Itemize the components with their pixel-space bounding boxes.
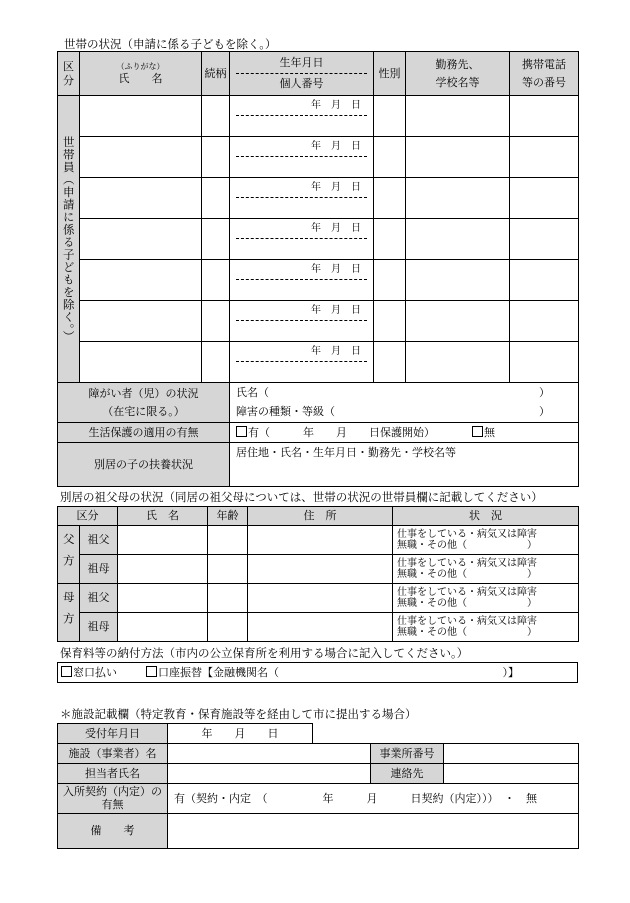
household-member-row xyxy=(58,219,579,260)
member-relation-field[interactable] xyxy=(202,96,230,137)
remarks-field[interactable] xyxy=(168,814,579,849)
gp-address-header: 住 所 xyxy=(248,507,393,526)
separate-child-field[interactable] xyxy=(230,443,579,487)
household-side-label: 世帯員（申請に係る子どもを除く。） xyxy=(61,135,76,343)
gp-relation-label: 祖父 xyxy=(80,584,118,613)
member-birth-mynumber-cell xyxy=(230,178,374,219)
member-workplace-field[interactable] xyxy=(406,178,510,219)
welfare-no-label: 無 xyxy=(484,425,495,439)
furigana-header: （ふりがな） xyxy=(116,61,165,71)
gp-status-options[interactable] xyxy=(393,555,579,584)
member-birth-mynumber-cell xyxy=(230,301,374,342)
member-workplace-field[interactable] xyxy=(406,342,510,383)
account-transfer-label: 口座振替【金融機関名（ xyxy=(158,665,279,679)
contract-label: 入所契約（内定）の有無 xyxy=(58,784,168,814)
household-member-row xyxy=(58,178,579,219)
welfare-label: 生活保護の適用の有無 xyxy=(58,423,230,443)
gp-mother-side-label: 母方 xyxy=(61,591,76,634)
member-name-field[interactable] xyxy=(80,137,202,178)
gp-father-side-label: 父方 xyxy=(61,533,76,576)
household-member-row xyxy=(58,96,579,137)
received-date-field[interactable]: 年 月 日 xyxy=(168,724,313,744)
gp-status-options[interactable] xyxy=(393,613,579,642)
phone-header xyxy=(510,52,579,96)
facility-table xyxy=(57,743,579,849)
contact-label: 連絡先 xyxy=(371,764,444,784)
gp-status-options[interactable] xyxy=(393,526,579,555)
gp-status-line2: 無職・その他（ ） xyxy=(397,598,537,609)
household-table xyxy=(57,51,579,487)
remarks-label: 備 考 xyxy=(58,814,168,849)
member-birth-mynumber-cell xyxy=(230,342,374,383)
household-side-label-cell xyxy=(58,96,80,383)
member-relation-field[interactable] xyxy=(202,178,230,219)
member-mynumber-field[interactable] xyxy=(230,157,373,177)
member-mynumber-field[interactable] xyxy=(230,198,373,218)
member-name-field[interactable] xyxy=(80,178,202,219)
payment-table xyxy=(57,662,578,683)
gp-father-side-cell xyxy=(58,526,80,584)
member-workplace-field[interactable] xyxy=(406,301,510,342)
received-date-label: 受付年月日 xyxy=(58,724,168,744)
gp-relation-label: 祖父 xyxy=(80,526,118,555)
member-relation-field[interactable] xyxy=(202,219,230,260)
member-relation-field[interactable] xyxy=(202,342,230,383)
member-birthdate-field[interactable]: 年 月 日 xyxy=(236,219,367,239)
gp-status-header: 状 況 xyxy=(393,507,579,526)
gp-name-field[interactable] xyxy=(118,555,208,584)
gp-age-field[interactable] xyxy=(208,526,248,555)
member-relation-field[interactable] xyxy=(202,301,230,342)
member-phone-field[interactable] xyxy=(510,342,579,383)
window-payment-checkbox[interactable] xyxy=(61,666,72,677)
account-transfer-checkbox[interactable] xyxy=(146,666,157,677)
household-member-row xyxy=(58,260,579,301)
gp-mother-side-cell xyxy=(58,584,80,642)
member-mynumber-field[interactable] xyxy=(230,239,373,259)
staff-name-field[interactable] xyxy=(168,764,371,784)
member-birthdate-field[interactable]: 年 月 日 xyxy=(236,260,367,280)
welfare-no-checkbox[interactable] xyxy=(472,426,483,437)
gp-relation-label: 祖母 xyxy=(80,613,118,642)
member-birthdate-field[interactable]: 年 月 日 xyxy=(236,342,367,362)
facility-section-title: ＊施設記載欄（特定教育・保育施設等を経由して市に提出する場合） xyxy=(60,707,417,721)
disability-name-label: 氏名（ xyxy=(236,385,269,399)
grandparents-table xyxy=(57,506,579,642)
member-relation-field[interactable] xyxy=(202,260,230,301)
received-date-table xyxy=(57,723,313,744)
office-number-label: 事業所番号 xyxy=(371,744,444,764)
member-mynumber-field[interactable] xyxy=(230,280,373,300)
gp-address-field[interactable] xyxy=(248,584,393,613)
member-phone-field[interactable] xyxy=(510,219,579,260)
member-phone-field[interactable] xyxy=(510,178,579,219)
gp-name-header: 氏 名 xyxy=(118,507,208,526)
member-sex-field[interactable] xyxy=(374,260,406,301)
gp-status-line1: 仕事をしている・病気又は障害 xyxy=(397,615,537,627)
window-payment-label: 窓口払い xyxy=(73,665,117,679)
contact-field[interactable] xyxy=(444,764,579,784)
member-phone-field[interactable] xyxy=(510,137,579,178)
household-member-row xyxy=(58,137,579,178)
relation-header: 続柄 xyxy=(202,52,230,96)
member-workplace-field[interactable] xyxy=(406,260,510,301)
phone-header-line1: 携帯電話 xyxy=(522,57,566,71)
member-name-field[interactable] xyxy=(80,260,202,301)
household-section-title: 世帯の状況（申請に係る子どもを除く。） xyxy=(64,37,277,51)
disability-label-note: （在宅に限る。） xyxy=(102,404,185,418)
facility-name-field[interactable] xyxy=(168,744,371,764)
disability-name-close: ） xyxy=(539,385,550,399)
member-phone-field[interactable] xyxy=(510,260,579,301)
member-relation-field[interactable] xyxy=(202,137,230,178)
member-workplace-field[interactable] xyxy=(406,96,510,137)
gp-status-options[interactable] xyxy=(393,584,579,613)
gp-relation-label: 祖母 xyxy=(80,555,118,584)
member-mynumber-field[interactable] xyxy=(230,321,373,341)
welfare-yes-label: 有（ 年 月 日保護開始） xyxy=(248,425,435,439)
member-birthdate-field[interactable]: 年 月 日 xyxy=(236,137,367,157)
member-birth-mynumber-cell xyxy=(230,137,374,178)
separate-child-hint: 居住地・氏名・生年月日・勤務先・学校名等 xyxy=(236,446,456,459)
name-header-label: 氏 名 xyxy=(118,71,163,85)
disability-type-close: ） xyxy=(539,405,550,419)
household-member-row xyxy=(58,342,579,383)
disability-type-label: 障害の種類・等級（ xyxy=(236,405,335,419)
disability-label-cell xyxy=(58,383,230,423)
gp-age-field[interactable] xyxy=(208,613,248,642)
staff-name-label: 担当者氏名 xyxy=(58,764,168,784)
household-member-row xyxy=(58,301,579,342)
welfare-yes-checkbox[interactable] xyxy=(236,426,247,437)
member-sex-field[interactable] xyxy=(374,342,406,383)
member-sex-field[interactable] xyxy=(374,301,406,342)
disability-name-field[interactable] xyxy=(230,383,579,403)
member-mynumber-field[interactable] xyxy=(230,362,373,382)
member-birth-mynumber-cell xyxy=(230,260,374,301)
gp-address-field[interactable] xyxy=(248,526,393,555)
gp-address-field[interactable] xyxy=(248,613,393,642)
workplace-header-line2: 学校名等 xyxy=(435,75,480,89)
gp-status-line1: 仕事をしている・病気又は障害 xyxy=(397,586,537,598)
member-name-field[interactable] xyxy=(80,301,202,342)
member-birth-mynumber-cell xyxy=(230,96,374,137)
member-phone-field[interactable] xyxy=(510,96,579,137)
sex-header: 性別 xyxy=(374,52,406,96)
gp-name-field[interactable] xyxy=(118,613,208,642)
member-mynumber-field[interactable] xyxy=(230,116,373,136)
gp-age-field[interactable] xyxy=(208,555,248,584)
birthdate-header: 生年月日 xyxy=(236,53,367,74)
member-sex-field[interactable] xyxy=(374,96,406,137)
gp-age-field[interactable] xyxy=(208,584,248,613)
member-sex-field[interactable] xyxy=(374,137,406,178)
welfare-options xyxy=(230,423,579,443)
payment-section-title: 保育料等の納付方法（市内の公立保育所を利用する場合に記入してください。） xyxy=(60,646,469,660)
grandparents-section-title: 別居の祖父母の状況（同居の祖父母については、世帯の状況の世帯員欄に記載してください） xyxy=(60,490,543,504)
gp-status-line1: 仕事をしている・病気又は障害 xyxy=(397,528,537,540)
phone-header-line2: 等の番号 xyxy=(522,75,566,89)
gp-name-field[interactable] xyxy=(118,526,208,555)
name-header xyxy=(80,52,202,96)
workplace-header xyxy=(406,52,510,96)
member-sex-field[interactable] xyxy=(374,178,406,219)
member-workplace-field[interactable] xyxy=(406,137,510,178)
separate-child-label: 別居の子の扶養状況 xyxy=(58,443,230,487)
member-name-field[interactable] xyxy=(80,342,202,383)
disability-type-field[interactable] xyxy=(230,403,579,423)
payment-options xyxy=(58,663,578,683)
gp-status-line1: 仕事をしている・病気又は障害 xyxy=(397,557,537,569)
gp-age-header: 年齢 xyxy=(208,507,248,526)
office-number-field[interactable] xyxy=(444,744,579,764)
member-birthdate-field[interactable]: 年 月 日 xyxy=(236,96,367,116)
gp-address-field[interactable] xyxy=(248,555,393,584)
gp-status-line2: 無職・その他（ ） xyxy=(397,627,537,638)
member-birth-mynumber-cell xyxy=(230,219,374,260)
member-workplace-field[interactable] xyxy=(406,219,510,260)
birth-mynumber-header xyxy=(230,52,374,96)
workplace-header-line1: 勤務先、 xyxy=(435,57,480,71)
account-transfer-close: ）】 xyxy=(502,665,519,679)
gp-kubun-header: 区分 xyxy=(58,507,118,526)
member-name-field[interactable] xyxy=(80,219,202,260)
gp-status-line2: 無職・その他（ ） xyxy=(397,540,537,551)
member-birthdate-field[interactable]: 年 月 日 xyxy=(236,178,367,198)
member-phone-field[interactable] xyxy=(510,301,579,342)
kubun-header: 区分 xyxy=(58,52,80,96)
contract-field[interactable]: 有（契約・内定 （ 年 月 日契約（内定））） ・ 無 xyxy=(168,784,579,814)
mynumber-header: 個人番号 xyxy=(279,77,324,90)
gp-name-field[interactable] xyxy=(118,584,208,613)
member-name-field[interactable] xyxy=(80,96,202,137)
member-sex-field[interactable] xyxy=(374,219,406,260)
facility-name-label: 施設（事業者）名 xyxy=(58,744,168,764)
gp-status-line2: 無職・その他（ ） xyxy=(397,569,537,580)
member-birthdate-field[interactable]: 年 月 日 xyxy=(236,301,367,321)
disability-label: 障がい者（児）の状況 xyxy=(88,386,199,400)
